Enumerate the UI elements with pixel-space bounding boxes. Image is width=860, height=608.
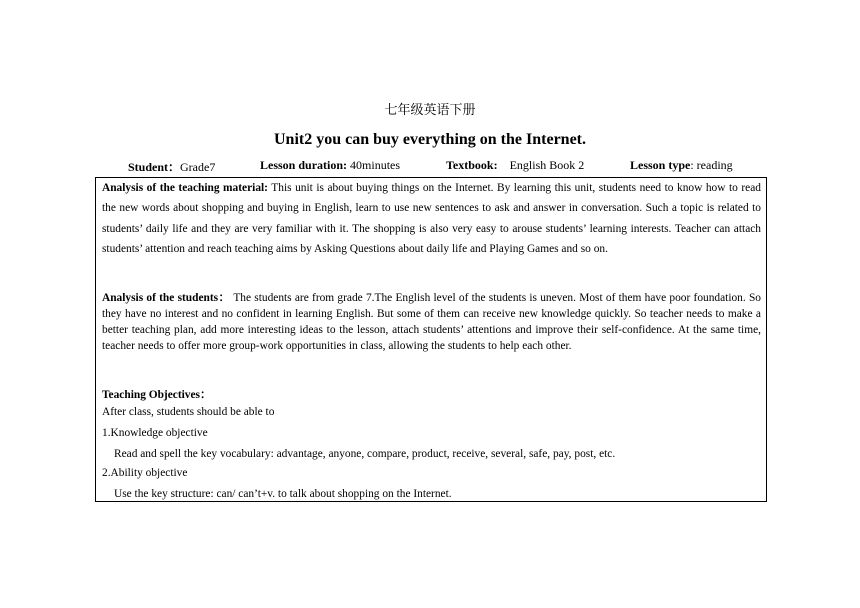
- objectives-heading: Teaching Objectives：: [102, 389, 212, 401]
- ability-objective-text: Use the key structure: can/ can’t+v. to talk about shopping on the Internet.: [114, 488, 452, 500]
- knowledge-objective-heading: 1.Knowledge objective: [102, 427, 208, 439]
- lesson-title: Unit2 you can buy everything on the Internet.: [273, 131, 586, 148]
- student-field: [128, 158, 215, 174]
- lesson-type-value: : reading: [690, 158, 733, 172]
- duration-field: [260, 158, 400, 174]
- textbook-field: [446, 158, 584, 174]
- students-label: Analysis of the students：: [102, 292, 231, 304]
- student-value: Grade7: [180, 160, 216, 174]
- student-label: Student：: [128, 160, 181, 174]
- chinese-subtitle: 七年级英语下册: [384, 103, 476, 118]
- material-text: This unit is about buying things on the Internet. By learning this unit, students need to know how to read the new words about shopping and buying in English, learn to use new sentences to ask and answer in conversation. Such a topic is related to students’ daily life and they are very familiar with it. The shopping is also very easy to arouse students’ learning interests. Teacher can attach students’ attention and reach teaching aims by Asking Questions about daily life and Playing Games and so on.: [102, 182, 761, 255]
- duration-label: Lesson duration:: [260, 158, 348, 172]
- material-analysis: [102, 178, 761, 259]
- objectives-intro: After class, students should be able to: [102, 406, 275, 418]
- lesson-plan-table: [95, 177, 767, 502]
- lesson-type-label: Lesson type: [630, 158, 691, 172]
- lesson-type-field: [630, 158, 733, 174]
- knowledge-objective-text: Read and spell the key vocabulary: advantage, anyone, compare, product, receive, several, safe, pay, post, etc.: [114, 448, 616, 460]
- students-text: The students are from grade 7.The English level of the students is uneven. Most of them have poor foundation. So they have no interest and no confident in learning English. But some of them can receive new knowledge quickly. So teacher needs to make a better teaching plan, add more interesting ideas to the lesson, attach students’ attentions and improve their self-confidence. At the same time, teacher needs to offer more group-work opportunities in class, allowing the students to help each other.: [102, 292, 762, 352]
- ability-objective-heading: 2.Ability objective: [102, 467, 188, 479]
- textbook-label: Textbook:: [446, 158, 498, 172]
- students-analysis: [102, 290, 761, 354]
- material-label: Analysis of the teaching material:: [102, 182, 268, 194]
- textbook-value: English Book 2: [509, 158, 585, 172]
- duration-value: 40minutes: [347, 158, 401, 172]
